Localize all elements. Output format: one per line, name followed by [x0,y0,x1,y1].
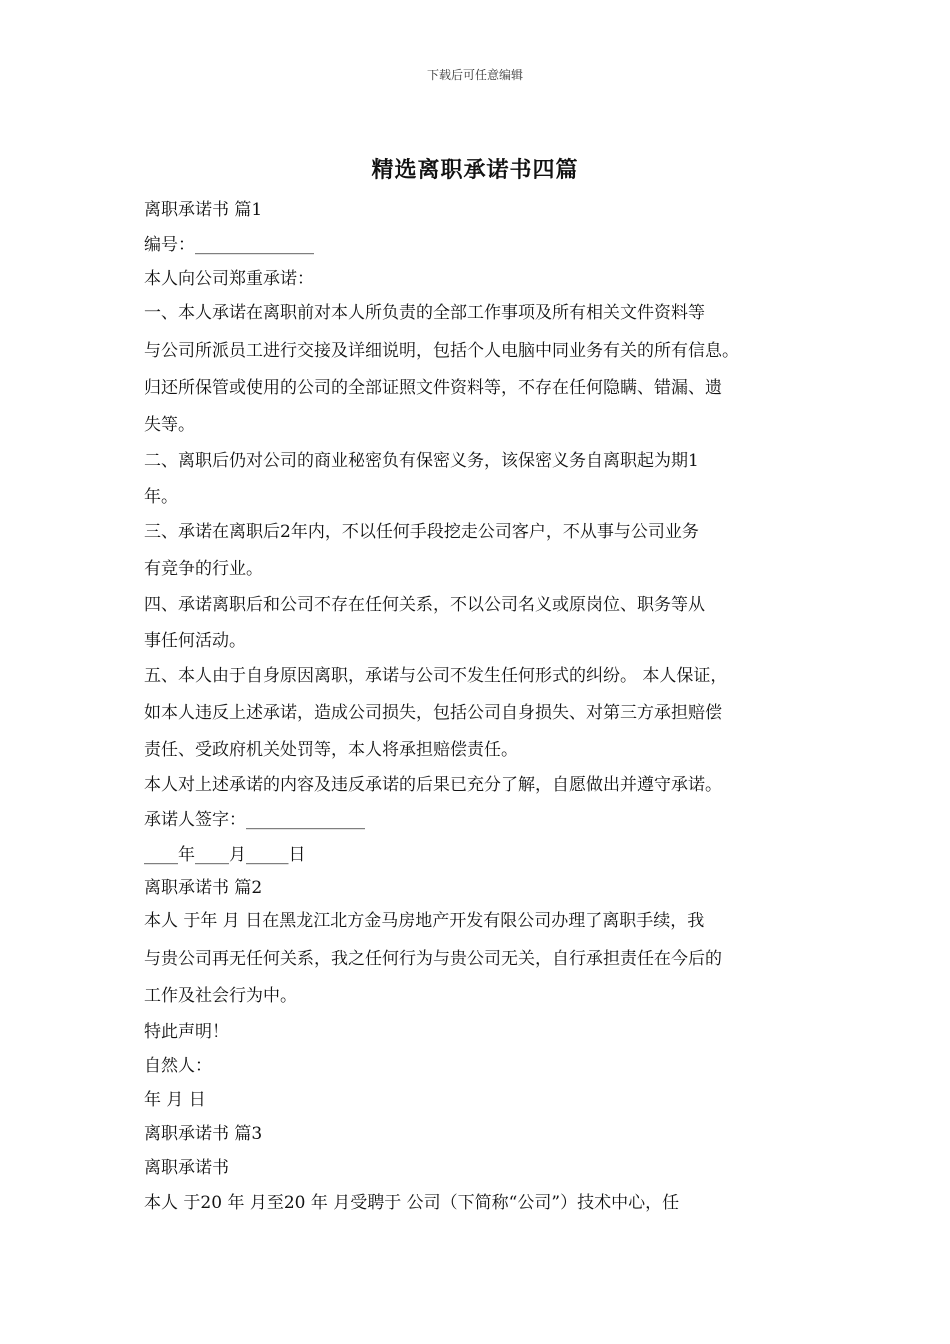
text-line: 本人对上述承诺的内容及违反承诺的后果已充分了解，自愿做出并遵守承诺。 [144,775,722,795]
text-line: 离职承诺书 篇1 [144,200,263,220]
text-line: 与公司所派员工进行交接及详细说明，包括个人电脑中同业务有关的所有信息。 [144,341,739,361]
text-line: 失等。 [144,415,195,435]
text-line: 本人 于20 年 月至20 年 月受聘于 公司（下简称“公司”）技术中心，任 [144,1193,680,1213]
text-line: 自然人： [144,1056,212,1076]
document-title: 精选离职承诺书四篇 [371,157,579,183]
text-line: 编号：______________ [144,235,314,255]
text-line: 承诺人签字：______________ [144,810,365,830]
text-line: 年。 [144,487,178,507]
text-line: ____年____月_____日 [144,845,306,865]
text-line: 三、承诺在离职后2年内，不以任何手段挖走公司客户，不从事与公司业务 [144,522,699,542]
text-line: 五、本人由于自身原因离职，承诺与公司不发生任何形式的纠纷。 本人保证， [144,666,728,686]
text-line: 特此声明！ [144,1022,229,1042]
text-line: 离职承诺书 [144,1158,229,1178]
text-line: 归还所保管或使用的公司的全部证照文件资料等，不存在任何隐瞒、错漏、遗 [144,378,722,398]
text-line: 有竞争的行业。 [144,559,263,579]
text-line: 事任何活动。 [144,631,246,651]
text-line: 本人向公司郑重承诺： [144,269,314,289]
text-line: 年 月 日 [144,1090,206,1110]
text-line: 四、承诺离职后和公司不存在任何关系，不以公司名义或原岗位、职务等从 [144,595,705,615]
text-line: 离职承诺书 篇2 [144,878,263,898]
text-line: 二、离职后仍对公司的商业秘密负有保密义务，该保密义务自离职起为期1 [144,451,699,471]
text-line: 如本人违反上述承诺，造成公司损失，包括公司自身损失、对第三方承担赔偿 [144,703,722,723]
header-note: 下载后可任意编辑 [426,68,523,82]
text-line: 与贵公司再无任何关系，我之任何行为与贵公司无关，自行承担责任在今后的 [144,949,722,969]
text-line: 本人 于年 月 日在黑龙江北方金马房地产开发有限公司办理了离职手续，我 [144,911,705,931]
text-line: 离职承诺书 篇3 [144,1124,263,1144]
text-line: 一、本人承诺在离职前对本人所负责的全部工作事项及所有相关文件资料等 [144,303,705,323]
text-line: 责任、受政府机关处罚等，本人将承担赔偿责任。 [144,740,518,760]
text-line: 工作及社会行为中。 [144,986,297,1006]
